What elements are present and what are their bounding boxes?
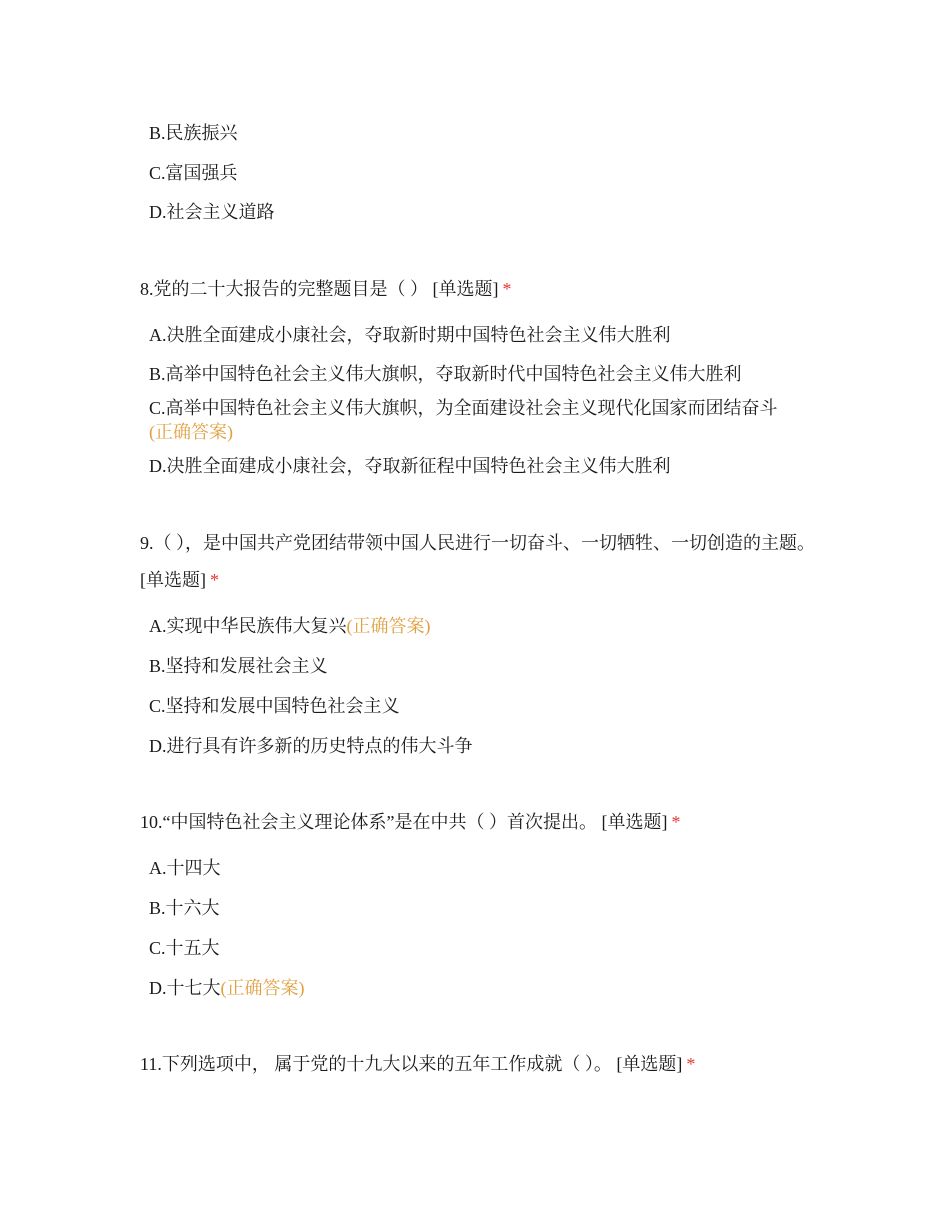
q7-option-b: B.民族振兴 bbox=[149, 123, 238, 143]
q8-question bbox=[140, 277, 512, 301]
q10-option-d bbox=[149, 976, 305, 1000]
q7-option-c: C.富国强兵 bbox=[149, 163, 238, 183]
q8-option-a: A.决胜全面建成小康社会，夺取新时期中国特色社会主义伟大胜利 bbox=[149, 325, 671, 345]
q9-correct-tag: (正确答案) bbox=[346, 616, 431, 636]
q8-option-d: D.决胜全面建成小康社会，夺取新征程中国特色社会主义伟大胜利 bbox=[149, 456, 671, 476]
q11-question bbox=[140, 1052, 695, 1076]
q9-option-b: B.坚持和发展社会主义 bbox=[149, 656, 328, 676]
q10-question-text: 10.“中国特色社会主义理论体系”是在中共（ ）首次提出。 [单选题] bbox=[140, 812, 668, 832]
q10-option-c: C.十五大 bbox=[149, 938, 220, 958]
q9-option-a-text: A.实现中华民族伟大复兴 bbox=[149, 616, 347, 636]
q9-option-a bbox=[149, 614, 431, 638]
q10-option-d-text: D.十七大 bbox=[149, 978, 221, 998]
q7-option-d: D.社会主义道路 bbox=[149, 202, 275, 222]
q8-correct-tag: (正确答案) bbox=[149, 422, 233, 442]
q8-option-c-text: C.高举中国特色社会主义伟大旗帜，为全面建设社会主义现代化国家而团结奋斗 bbox=[149, 398, 778, 418]
q9-option-c: C.坚持和发展中国特色社会主义 bbox=[149, 696, 400, 716]
q8-required-mark: * bbox=[502, 279, 512, 299]
q10-option-b: B.十六大 bbox=[149, 898, 220, 918]
q9-option-d: D.进行具有许多新的历史特点的伟大斗争 bbox=[149, 736, 473, 756]
q8-option-c bbox=[149, 396, 819, 444]
q8-option-b: B.高举中国特色社会主义伟大旗帜，夺取新时代中国特色社会主义伟大胜利 bbox=[149, 364, 742, 384]
q9-question bbox=[140, 525, 820, 599]
q11-required-mark: * bbox=[686, 1054, 696, 1074]
q10-required-mark: * bbox=[671, 812, 681, 832]
q9-question-text: 9.（ ），是中国共产党团结带领中国人民进行一切奋斗、一切牺牲、一切创造的主题。 [单选题] bbox=[140, 533, 815, 590]
q10-correct-tag: (正确答案) bbox=[220, 978, 305, 998]
q10-question bbox=[140, 810, 680, 834]
q9-required-mark: * bbox=[210, 570, 219, 590]
q10-option-a: A.十四大 bbox=[149, 858, 221, 878]
q11-question-text: 11.下列选项中， 属于党的十九大以来的五年工作成就（ ）。 [单选题] bbox=[140, 1054, 683, 1074]
q8-question-text: 8.党的二十大报告的完整题目是（ ） [单选题] bbox=[140, 279, 499, 299]
